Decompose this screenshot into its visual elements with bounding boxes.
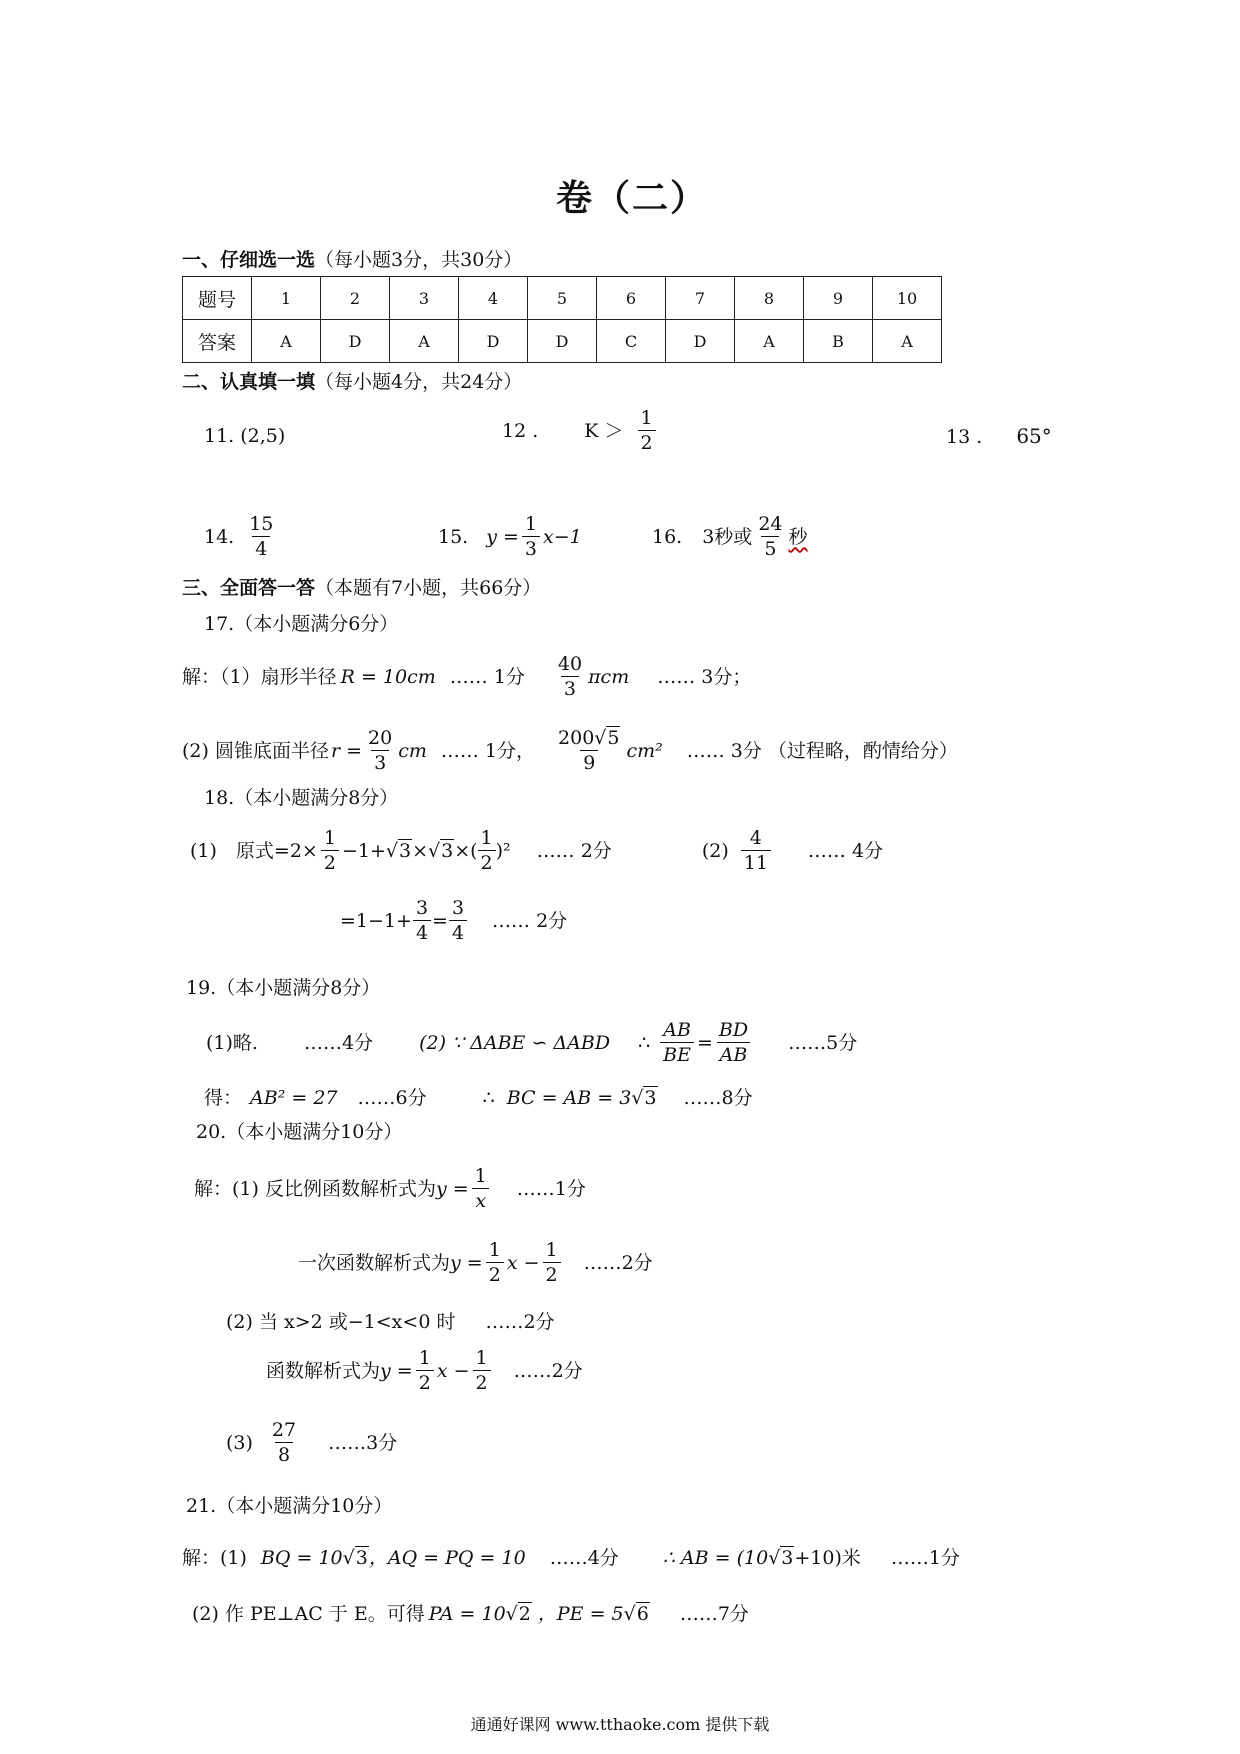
radicand: 3 bbox=[398, 839, 412, 862]
q17-l1-score2: …… 3分； bbox=[657, 665, 752, 688]
fraction-numerator: 4 bbox=[749, 827, 762, 849]
fraction-denominator: 3 bbox=[561, 676, 579, 701]
q17-line2 bbox=[182, 726, 958, 775]
table-label-answers: 答案 bbox=[183, 320, 252, 363]
table-row-answers bbox=[183, 320, 942, 363]
table-cell: A bbox=[390, 320, 459, 363]
fraction-denominator: 8 bbox=[275, 1442, 293, 1467]
q19-l2-b: ∴ bbox=[482, 1087, 495, 1109]
q17-l1-tail: πcm bbox=[588, 665, 630, 688]
fraction-numerator: 1 bbox=[524, 513, 538, 535]
fraction-numerator: 1 bbox=[488, 1239, 501, 1261]
fraction-numerator: 15 bbox=[249, 513, 274, 535]
q18-p2-label: (2) bbox=[701, 839, 729, 862]
radicand: 3 bbox=[781, 1547, 794, 1569]
q20-l4-pre: 函数解析式为 bbox=[266, 1359, 381, 1382]
q12-expr: K ＞ bbox=[584, 419, 624, 442]
q21-line2 bbox=[192, 1602, 749, 1626]
fraction-denominator: BE bbox=[660, 1042, 694, 1067]
q20-l4-fraction2 bbox=[473, 1346, 491, 1395]
sqrt-symbol: √6 bbox=[623, 1603, 649, 1625]
fraction-denominator: 9 bbox=[580, 750, 598, 775]
q17-l2-pre: (2) 圆锥底面半径 bbox=[182, 739, 329, 762]
q21-l1-pre: 解：(1) bbox=[182, 1547, 247, 1569]
table-cell: D bbox=[459, 320, 528, 363]
q18-l1-times: × bbox=[412, 839, 428, 862]
section2-heading: 二、认真填一填 bbox=[182, 371, 316, 393]
q21-header: 21.（本小题满分10分） bbox=[186, 1495, 393, 1517]
q17-l1-score: …… 1分 bbox=[449, 665, 525, 688]
q17-l1-fraction bbox=[555, 652, 585, 701]
q19-line2 bbox=[204, 1086, 753, 1110]
q14-answer bbox=[204, 512, 279, 561]
sqrt-symbol: √3 bbox=[385, 839, 412, 862]
q19-l1-b: (2) ∵ ΔABE ∽ ΔABD bbox=[419, 1031, 611, 1054]
q18-l1-fraction2 bbox=[478, 826, 496, 875]
q20-l5-fraction bbox=[269, 1418, 299, 1467]
radicand: 2 bbox=[518, 1603, 531, 1625]
fraction-denominator: 4 bbox=[449, 920, 467, 945]
radicand: 3 bbox=[441, 839, 454, 862]
radicand: 3 bbox=[644, 1087, 657, 1109]
q16-tail: 秒 bbox=[788, 525, 808, 548]
page-title: 卷（二） bbox=[556, 177, 709, 219]
section3-note: （本题有7小题，共66分） bbox=[315, 577, 542, 599]
q17-line1 bbox=[182, 652, 751, 701]
table-cell: A bbox=[873, 320, 942, 363]
q19-l2-expr2: BC = AB = 3 bbox=[506, 1087, 632, 1109]
q19-l1-eq: = bbox=[697, 1031, 713, 1054]
q20-l2-y: y = bbox=[450, 1251, 483, 1274]
answer-table bbox=[182, 276, 942, 363]
q20-header: 20.（本小题满分10分） bbox=[196, 1121, 403, 1143]
table-cell: 1 bbox=[252, 277, 321, 320]
q16-text: 3秒或 bbox=[702, 525, 753, 548]
q21-l2-a: PA = 10 bbox=[428, 1603, 506, 1625]
table-cell: 2 bbox=[321, 277, 390, 320]
q16-answer bbox=[652, 512, 808, 561]
q19-l1-score: ……5分 bbox=[788, 1031, 858, 1054]
radicand: 6 bbox=[636, 1603, 649, 1625]
q21-l2-b: ，PE = 5 bbox=[537, 1603, 624, 1625]
fraction-numerator: 3 bbox=[415, 897, 429, 919]
fraction-denominator: 2 bbox=[638, 430, 656, 455]
fraction-numerator: 3 bbox=[451, 897, 465, 919]
q16-fraction bbox=[755, 512, 785, 561]
q20-l4-score: ……2分 bbox=[513, 1359, 583, 1382]
fraction-denominator: 4 bbox=[252, 536, 270, 561]
fraction-numerator bbox=[555, 726, 623, 750]
radicand: 3 bbox=[355, 1547, 368, 1569]
section1-heading: 一、仔细选一选 bbox=[182, 249, 316, 271]
table-cell: 8 bbox=[735, 277, 804, 320]
q20-l1-score: ……1分 bbox=[516, 1177, 586, 1200]
q17-l2-score2: …… 3分 （过程略，酌情给分） bbox=[686, 739, 958, 762]
q20-l2-fraction2 bbox=[543, 1238, 561, 1287]
q18-line2 bbox=[340, 896, 567, 945]
q18-l1-score: …… 2分 bbox=[536, 839, 612, 862]
numerator-coefficient: 200 bbox=[558, 727, 595, 749]
table-cell: D bbox=[528, 320, 597, 363]
fraction-denominator: 5 bbox=[761, 536, 779, 561]
q13-label: 13 . bbox=[946, 426, 983, 448]
q19-line1 bbox=[206, 1018, 857, 1067]
q19-l2-a: 得： bbox=[204, 1087, 243, 1109]
q17-l2-fraction bbox=[365, 726, 395, 775]
q21-l2-pre: (2) 作 PE⊥AC 于 E。可得 bbox=[192, 1603, 425, 1625]
fraction-numerator: 1 bbox=[474, 1165, 487, 1187]
q16-label: 16. bbox=[652, 525, 683, 548]
fraction-denominator: 3 bbox=[522, 536, 540, 561]
q20-l4-fraction bbox=[416, 1346, 434, 1395]
sqrt-symbol: √3 bbox=[631, 1087, 657, 1109]
q21-l2-score: ……7分 bbox=[679, 1603, 749, 1625]
section2-note: （每小题4分，共24分） bbox=[315, 371, 523, 393]
q18-line1 bbox=[190, 826, 883, 875]
fraction-denominator: AB bbox=[717, 1042, 751, 1067]
fraction-numerator: 1 bbox=[640, 407, 653, 429]
q17-l1-pre: 解：（1）扇形半径 bbox=[182, 665, 337, 688]
q21-l1-c: ∴ AB = (10 bbox=[662, 1547, 769, 1569]
q18-l2-score: …… 2分 bbox=[492, 909, 568, 932]
fraction-numerator: 1 bbox=[475, 1347, 488, 1369]
page-footer: 通通好课网 www.tthaoke.com 提供下载 bbox=[470, 1715, 770, 1734]
fraction-denominator: 4 bbox=[413, 920, 431, 945]
q19-l2-score2: ……8分 bbox=[683, 1087, 753, 1109]
q18-l1-close: )² bbox=[495, 839, 511, 862]
q18-p2-fraction bbox=[741, 826, 771, 875]
q21-line1 bbox=[182, 1546, 960, 1570]
fraction-denominator: 2 bbox=[473, 1370, 491, 1395]
q17-l2-unit2: cm² bbox=[626, 739, 663, 762]
table-cell: 10 bbox=[873, 277, 942, 320]
table-cell: 3 bbox=[390, 277, 459, 320]
q19-header: 19.（本小题满分8分） bbox=[186, 977, 381, 999]
q21-l1-a: BQ = 10 bbox=[260, 1547, 343, 1569]
table-cell: 9 bbox=[804, 277, 873, 320]
sqrt-symbol: √2 bbox=[505, 1603, 531, 1625]
q15-y: y = bbox=[486, 525, 519, 548]
section2-heading-line bbox=[182, 370, 522, 394]
table-cell: 4 bbox=[459, 277, 528, 320]
q17-l2-unit: cm bbox=[398, 739, 427, 762]
q20-l2-pre: 一次函数解析式为 bbox=[298, 1251, 451, 1274]
fraction-numerator: 20 bbox=[368, 727, 393, 749]
q17-l2-r: r = bbox=[330, 739, 363, 762]
q20-l1-pre: 解：(1) 反比例函数解析式为 bbox=[194, 1177, 436, 1200]
q15-tail: x−1 bbox=[543, 525, 582, 548]
q20-l1-y: y = bbox=[435, 1177, 469, 1200]
q19-l1-c: ∴ bbox=[638, 1031, 651, 1054]
q20-line2 bbox=[298, 1238, 653, 1287]
sqrt-symbol: √3 bbox=[768, 1547, 794, 1569]
q11-answer: 11. (2,5) bbox=[204, 425, 286, 447]
fraction-denominator: x bbox=[472, 1188, 489, 1213]
q20-line4 bbox=[266, 1346, 583, 1395]
q18-l2-fraction2 bbox=[449, 896, 467, 945]
fraction-denominator: 3 bbox=[371, 750, 389, 775]
q18-l2-pre: =1−1+ bbox=[340, 909, 412, 932]
fraction-numerator: AB bbox=[663, 1019, 691, 1041]
q12-fraction bbox=[638, 406, 656, 455]
fraction-denominator: 2 bbox=[321, 850, 339, 875]
q19-l1-a-score: ……4分 bbox=[303, 1031, 374, 1054]
q18-l2-eq: = bbox=[432, 909, 448, 932]
table-cell: B bbox=[804, 320, 873, 363]
q20-l3-score: ……2分 bbox=[485, 1311, 555, 1333]
q19-l2-expr: AB² = 27 bbox=[250, 1087, 338, 1109]
q19-l2-score: ……6分 bbox=[357, 1087, 427, 1109]
section3-heading-line bbox=[182, 576, 541, 600]
section3-heading: 三、全面答一答 bbox=[182, 577, 316, 599]
q18-l1-fraction bbox=[321, 826, 339, 875]
q14-label: 14. bbox=[204, 525, 235, 548]
fraction-numerator: 1 bbox=[545, 1239, 558, 1261]
q20-line1 bbox=[194, 1164, 586, 1213]
fraction-denominator: 11 bbox=[741, 850, 771, 875]
table-cell: D bbox=[321, 320, 390, 363]
q20-l2-score: ……2分 bbox=[583, 1251, 653, 1274]
q18-l2-fraction bbox=[413, 896, 431, 945]
radicand: 5 bbox=[607, 727, 620, 749]
q20-l4-y: y = bbox=[380, 1359, 413, 1382]
table-label-numbers: 题号 bbox=[183, 277, 252, 320]
sqrt-symbol: √3 bbox=[342, 1547, 368, 1569]
section1-heading-line bbox=[182, 248, 522, 272]
q21-l1-b: ，AQ = PQ = 10 bbox=[368, 1547, 526, 1569]
q17-l1-eq: R = 10cm bbox=[340, 665, 436, 688]
sqrt-symbol: √5 bbox=[594, 727, 620, 749]
q12-answer bbox=[502, 406, 659, 455]
table-cell: D bbox=[666, 320, 735, 363]
fraction-numerator: 27 bbox=[271, 1419, 297, 1441]
q20-l2-fraction bbox=[486, 1238, 504, 1287]
fraction-numerator: 40 bbox=[557, 653, 583, 675]
q21-l1-score: ……4分 bbox=[549, 1547, 619, 1569]
fraction-denominator: 2 bbox=[416, 1370, 434, 1395]
q12-label: 12 . bbox=[502, 419, 539, 442]
q18-l1-times2: ×( bbox=[454, 839, 478, 862]
table-cell: A bbox=[735, 320, 804, 363]
fraction-numerator: 1 bbox=[418, 1347, 431, 1369]
fraction-denominator: 2 bbox=[486, 1262, 504, 1287]
q13-answer bbox=[946, 424, 1052, 449]
q17-header: 17.（本小题满分6分） bbox=[204, 613, 399, 635]
q20-l1-fraction bbox=[472, 1164, 490, 1213]
table-row-numbers bbox=[183, 277, 942, 320]
fraction-numerator: 24 bbox=[758, 513, 783, 535]
q18-l1-mid: −1+ bbox=[341, 839, 386, 862]
q20-l4-x: x − bbox=[436, 1359, 470, 1382]
q20-line5 bbox=[226, 1418, 397, 1467]
q19-l1-fraction2 bbox=[716, 1018, 751, 1067]
q20-line3 bbox=[226, 1310, 555, 1334]
q18-l1-pre: (1) 原式=2× bbox=[190, 839, 318, 862]
q14-fraction bbox=[246, 512, 276, 561]
q18-p2-score: …… 4分 bbox=[807, 839, 884, 862]
q21-l1-score2: ……1分 bbox=[890, 1547, 960, 1569]
q21-l1-c-tail: +10)米 bbox=[794, 1547, 861, 1569]
q20-l5-score: ……3分 bbox=[328, 1431, 398, 1454]
q19-l1-a: (1)略. bbox=[206, 1031, 258, 1054]
q15-label: 15. bbox=[438, 525, 469, 548]
section1-note: （每小题3分，共30分） bbox=[315, 249, 523, 271]
q17-l2-score: …… 1分， bbox=[440, 739, 536, 762]
q17-l2-fraction2 bbox=[555, 726, 623, 775]
sqrt-symbol: √3 bbox=[428, 839, 454, 862]
fraction-numerator: 1 bbox=[480, 827, 493, 849]
q20-l3: (2) 当 x>2 或−1<x<0 时 bbox=[226, 1311, 456, 1333]
table-cell: 5 bbox=[528, 277, 597, 320]
table-cell: A bbox=[252, 320, 321, 363]
q13-value: 65° bbox=[1016, 424, 1052, 448]
table-cell: C bbox=[597, 320, 666, 363]
q20-l5-pre: (3) bbox=[226, 1431, 253, 1454]
q15-fraction bbox=[522, 512, 540, 561]
fraction-numerator: 1 bbox=[323, 827, 336, 849]
table-cell: 7 bbox=[666, 277, 735, 320]
q15-answer bbox=[438, 512, 582, 561]
fraction-numerator: BD bbox=[718, 1019, 749, 1041]
q19-l1-fraction bbox=[660, 1018, 694, 1067]
q20-l2-x: x − bbox=[506, 1251, 540, 1274]
fraction-denominator: 2 bbox=[543, 1262, 561, 1287]
fraction-denominator: 2 bbox=[478, 850, 496, 875]
q18-header: 18.（本小题满分8分） bbox=[204, 787, 399, 809]
table-cell: 6 bbox=[597, 277, 666, 320]
